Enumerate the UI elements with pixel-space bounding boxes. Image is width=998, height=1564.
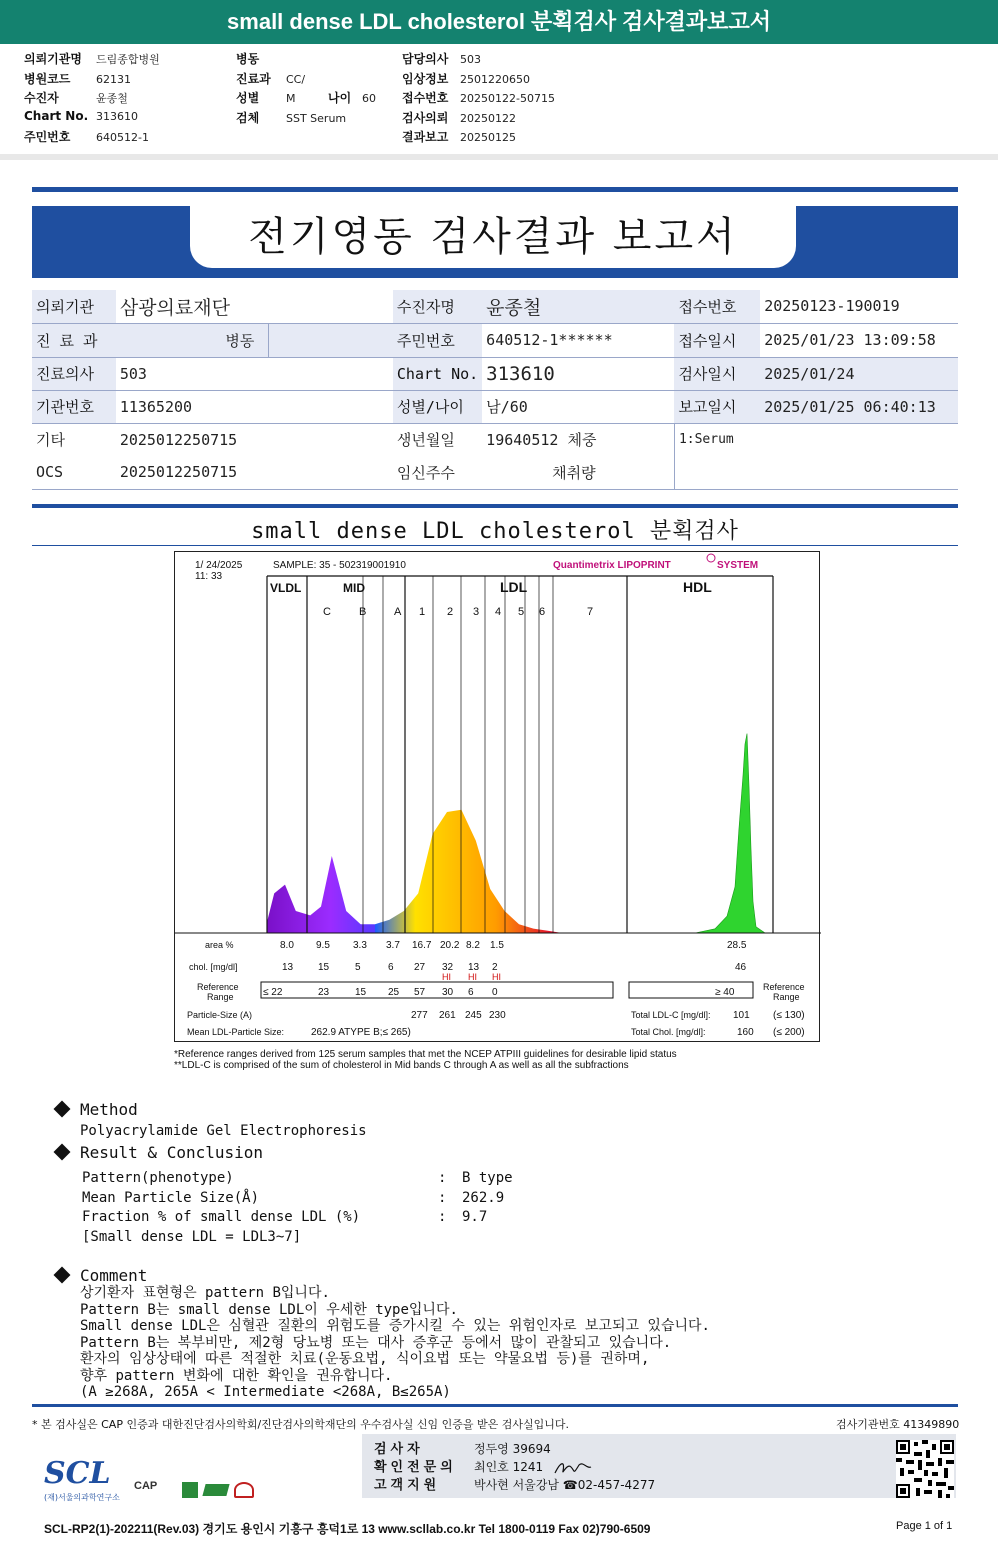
- label-request-date: 검사의뢰: [402, 110, 449, 125]
- value-receipt-no: 20250122-50715: [460, 92, 555, 105]
- info-key: 보고일시: [674, 390, 760, 423]
- result-section: [52, 1143, 263, 1162]
- value-specimen: SST Serum: [286, 111, 347, 125]
- ref-label-right: Reference: [763, 982, 805, 992]
- particle-value: 245: [465, 1010, 482, 1021]
- result-key: Mean Particle Size(Å): [82, 1190, 260, 1206]
- comment-line: Pattern B는 복부비만, 제2형 당뇨병 또는 대사 증후군 등에서 많이 관찰되고 있습니다.: [80, 1334, 672, 1351]
- result-note: [Small dense LDL = LDL3~7]: [82, 1229, 302, 1245]
- total-ldlc-label: Total LDL-C [mg/dl]:: [631, 1010, 711, 1020]
- frame-rule-top: [32, 187, 958, 192]
- info-key: 의뢰기관: [32, 290, 116, 323]
- section-rule: [32, 545, 958, 546]
- info-row: [32, 290, 958, 323]
- group-mid: MID: [343, 581, 365, 595]
- info-value: 11365200: [116, 390, 393, 423]
- request-header: [0, 44, 998, 158]
- info-key: Chart No.: [393, 357, 482, 390]
- value-sex: M: [286, 92, 296, 105]
- chart-time: 11: 33: [195, 571, 223, 582]
- chart-date: 1/ 24/2025: [195, 560, 243, 571]
- band-label: 5: [518, 606, 525, 618]
- info-key: 검사일시: [674, 357, 760, 390]
- area-value: 8.0: [280, 940, 294, 951]
- info-value: 병동: [116, 323, 269, 357]
- mean-label: Mean LDL-Particle Size:: [187, 1027, 285, 1037]
- info-value: 남/60: [482, 390, 674, 423]
- result-colon: :: [438, 1190, 447, 1206]
- ref-label: Range: [207, 992, 234, 1002]
- ref-box-hdl: [629, 982, 753, 998]
- value-chart-no: 313610: [96, 109, 138, 123]
- info-key: 성별/나이: [393, 390, 482, 423]
- ref-label: Reference: [197, 982, 239, 992]
- chol-value: 27: [414, 962, 426, 973]
- label-chart-no: Chart No.: [24, 108, 89, 123]
- lm-logo-icon: [182, 1482, 198, 1498]
- info-key: 진 료 과: [32, 323, 116, 357]
- info-row: [32, 323, 958, 357]
- chol-value: 32: [442, 962, 454, 973]
- logo-subtitle: (재)서울의과학연구소: [44, 1493, 120, 1502]
- band-label: 4: [495, 606, 502, 618]
- ref-value: 23: [318, 987, 330, 998]
- row-label-chol: chol. [mg/dl]: [189, 962, 238, 972]
- label-receipt-no: 접수번호: [402, 91, 449, 105]
- label-age: 나이: [328, 91, 352, 105]
- scl-logo: [44, 1456, 120, 1503]
- result-colon: :: [438, 1209, 447, 1225]
- report-title: 전기영동 검사결과 보고서: [190, 206, 796, 268]
- info-row: [32, 423, 958, 456]
- lipoprint-chart: [174, 551, 820, 1042]
- chol-value: 5: [355, 962, 361, 973]
- chart-brand-system: SYSTEM: [717, 560, 759, 571]
- label-sex: 성별: [236, 91, 260, 105]
- particle-value: 230: [489, 1010, 506, 1021]
- value-report-date: 20250125: [460, 131, 516, 144]
- info-value: 2025012250715: [116, 456, 393, 489]
- chart-texts: [187, 554, 805, 1038]
- info-value: 503: [116, 357, 393, 390]
- info-key: 생년월일: [393, 423, 482, 456]
- info-value: 2025/01/24: [760, 357, 958, 390]
- group-hdl: HDL: [683, 579, 712, 595]
- info-value: 19640512: [486, 431, 559, 450]
- band-label: 2: [447, 606, 454, 618]
- band-label: 1: [419, 606, 426, 618]
- info-key: 접수일시: [674, 323, 760, 357]
- value-doctor: 503: [460, 53, 481, 66]
- diamond-bullet-icon: [54, 1144, 71, 1161]
- total-chol-label: Total Chol. [mg/dl]:: [631, 1027, 706, 1037]
- tester-value: 정두영 39694: [474, 1442, 551, 1456]
- result-key: Fraction % of small dense LDL (%): [82, 1209, 361, 1225]
- comment-section: [52, 1266, 710, 1401]
- area-value: 20.2: [440, 940, 460, 951]
- label-specimen: 검체: [236, 110, 260, 125]
- info-value: 313610: [482, 357, 674, 390]
- page-number: Page 1 of 1: [896, 1520, 953, 1532]
- label-patient: 수진자: [24, 91, 59, 105]
- tester-label: 검사자: [374, 1442, 424, 1457]
- high-flag: HI: [442, 972, 451, 982]
- ref-value-hdl: ≥ 40: [715, 987, 735, 998]
- accreditation-disclaimer: * 본 검사실은 CAP 인증과 대한진단검사의학회/진단검사의학재단의 우수검사실 신임 인증을 받은 검사실입니다.: [32, 1418, 570, 1431]
- label-clinical-info: 임상정보: [402, 71, 449, 86]
- group-ldl: LDL: [500, 579, 528, 595]
- result-value: 9.7: [462, 1209, 488, 1225]
- total-ldlc-ref: (≤ 130): [773, 1010, 805, 1021]
- label-report-date: 결과보고: [402, 130, 449, 144]
- particle-value: 277: [411, 1010, 428, 1021]
- value-request-date: 20250122: [460, 111, 516, 125]
- info-row: [32, 357, 958, 390]
- comment-line: Small dense LDL은 심혈관 질환의 위험도를 증가시킬 수 있는 위험인자로 보고되고 있습니다.: [80, 1318, 710, 1334]
- comment-line: (A ≥268A, 265A < Intermediate <268A, B≤265A): [80, 1384, 451, 1400]
- comment-heading: Comment: [80, 1266, 148, 1285]
- area-value: 9.5: [316, 940, 330, 951]
- info-key: 접수번호: [674, 290, 760, 323]
- high-flag: HI: [492, 972, 501, 982]
- result-colon: :: [438, 1170, 447, 1186]
- method-text: Polyacrylamide Gel Electrophoresis: [80, 1123, 367, 1139]
- confirm-label: 확인전문의: [374, 1460, 457, 1475]
- info-value: 640512-1******: [482, 323, 674, 357]
- info-key: 임신주수: [393, 456, 482, 489]
- footnote-line-2: **LDL-C is comprised of the sum of cholesterol in Mid bands C through A as well as all the subfractions: [174, 1060, 629, 1071]
- chol-value-hdl: 46: [735, 962, 747, 973]
- info-value: 2025012250715: [116, 423, 393, 456]
- comment-line: 상기환자 표현형은 pattern B입니다.: [80, 1285, 330, 1301]
- label-hospital-code: 병원코드: [24, 71, 71, 86]
- band-label: A: [394, 606, 402, 618]
- qr-code-icon: [896, 1440, 954, 1498]
- section-title: small dense LDL cholesterol 분획검사: [251, 519, 739, 544]
- result-key: Pattern(phenotype): [82, 1170, 234, 1186]
- info-value: 삼광의료재단: [116, 290, 393, 323]
- info-key: 진료의사: [32, 357, 116, 390]
- logo-text: SCL: [44, 1456, 111, 1491]
- frame-rule-mid: [32, 504, 958, 508]
- hdl-area: [695, 734, 765, 934]
- value-patient: 윤종철: [96, 92, 128, 105]
- header-col-3: [402, 50, 555, 148]
- band-label: 6: [539, 606, 546, 618]
- info-specimen-note: 1:Serum: [674, 423, 958, 489]
- accreditation-logos: [182, 1480, 258, 1500]
- ref-value: 57: [414, 987, 426, 998]
- particle-label: Particle-Size (A): [187, 1010, 253, 1020]
- band-label: 3: [473, 606, 480, 618]
- chol-value: 13: [468, 962, 480, 973]
- confirm-value: 최인호 1241: [474, 1460, 544, 1474]
- high-flag: HI: [468, 972, 477, 982]
- chol-value: 2: [492, 962, 498, 973]
- frame-rule-bottom: [32, 1404, 958, 1407]
- ref-value: 0: [492, 987, 498, 998]
- method-heading: Method: [80, 1100, 138, 1119]
- ref-value: 30: [442, 987, 454, 998]
- row-label-area: area %: [205, 940, 234, 950]
- info-row: [32, 390, 958, 423]
- kslm-logo-icon: [234, 1482, 254, 1498]
- info-key: 수진자명: [393, 290, 482, 323]
- label-doctor: 담당의사: [402, 52, 449, 66]
- ref-box-ldl: [261, 982, 613, 998]
- info-value: 2025/01/25 06:40:13: [760, 390, 958, 423]
- info-weight-label: 체중: [567, 431, 597, 450]
- area-value: 3.7: [386, 940, 400, 951]
- value-clinical-info: 2501220650: [460, 72, 530, 86]
- header-shadow: [0, 154, 998, 160]
- footnote-line-1: *Reference ranges derived from 125 serum samples that met the NCEP ATPIII guidelines for desirable lipid status: [174, 1049, 677, 1060]
- institution-number: 검사기관번호 41349890: [836, 1418, 960, 1431]
- ref-label-right: Range: [773, 992, 800, 1002]
- eqa-logo-icon: [202, 1484, 229, 1496]
- total-chol-value: 160: [737, 1027, 754, 1038]
- value-hospital-code: 62131: [96, 72, 131, 86]
- label-hospital: 의뢰기관명: [24, 52, 82, 66]
- info-key: 주민번호: [393, 323, 482, 357]
- area-value: 16.7: [412, 940, 432, 951]
- chart-brand: Quantimetrix LIPOPRINT: [553, 560, 671, 571]
- header-col-1: [24, 50, 160, 148]
- group-vldl: VLDL: [270, 581, 302, 595]
- chart-footnote: [174, 1049, 677, 1071]
- band-label: 7: [587, 606, 594, 618]
- info-value: 2025/01/23 13:09:58: [760, 323, 958, 357]
- comment-line: 환자의 임상상태에 따른 적절한 치료(운동요법, 식이요법 또는 약물요법 등)를 권하며,: [80, 1351, 650, 1367]
- mean-value: 262.9 ATYPE B;≤ 265): [311, 1027, 411, 1038]
- method-section: [52, 1100, 367, 1140]
- ref-value: ≤ 22: [263, 987, 283, 998]
- total-ldlc-value: 101: [733, 1010, 750, 1021]
- area-value: 3.3: [353, 940, 367, 951]
- label-department: 진료과: [236, 71, 271, 86]
- support-value: 박사현 서울강남 ☎02-457-4277: [474, 1478, 656, 1492]
- report-banner-title: small dense LDL cholesterol 분획검사 검사결과보고서: [0, 0, 998, 44]
- area-value: 1.5: [490, 940, 504, 951]
- band-label: C: [323, 606, 331, 618]
- ldl-area: [375, 810, 627, 933]
- label-ward: 병동: [236, 52, 260, 66]
- support-label: 고객지원: [374, 1478, 441, 1493]
- chol-value: 13: [282, 962, 294, 973]
- cap-logo: CAP: [134, 1480, 158, 1492]
- info-value: 채취량: [482, 456, 674, 489]
- result-value: 262.9: [462, 1190, 505, 1206]
- ref-value: 6: [468, 987, 474, 998]
- label-rrn: 주민번호: [24, 130, 71, 144]
- vldl-mid-area: [267, 856, 383, 933]
- value-rrn: 640512-1: [96, 131, 149, 144]
- info-key: OCS: [32, 456, 116, 489]
- chol-value: 6: [388, 962, 394, 973]
- ref-value: 15: [355, 987, 367, 998]
- header-col-2: [236, 50, 376, 128]
- info-key: 기타: [32, 423, 116, 456]
- area-value: 8.2: [466, 940, 480, 951]
- lipoprint-svg: [175, 552, 821, 1043]
- value-hospital: 드림종합병원: [96, 53, 160, 66]
- band-label: B: [359, 606, 367, 618]
- info-key: 기관번호: [32, 390, 116, 423]
- info-value: 20250123-190019: [760, 290, 958, 323]
- comment-line: Pattern B는 small dense LDL이 우세한 type입니다.: [80, 1301, 458, 1318]
- diamond-bullet-icon: [54, 1101, 71, 1118]
- chol-value: 15: [318, 962, 330, 973]
- ref-value: 25: [388, 987, 400, 998]
- info-value: 윤종철: [482, 290, 674, 323]
- particle-value: 261: [439, 1010, 456, 1021]
- result-heading: Result & Conclusion: [80, 1143, 264, 1162]
- comment-line: 향후 pattern 변화에 대한 확인을 권유합니다.: [80, 1367, 393, 1384]
- profile-areas: [267, 734, 765, 934]
- total-chol-ref: (≤ 200): [773, 1027, 805, 1038]
- band-dividers: [175, 576, 821, 998]
- patient-info-table: [32, 290, 958, 490]
- result-value: B type: [462, 1170, 513, 1186]
- registered-mark-icon: [707, 554, 715, 562]
- chart-sample: SAMPLE: 35 - 502319001910: [273, 560, 406, 571]
- diamond-bullet-icon: [54, 1267, 71, 1284]
- value-department: CC/: [286, 72, 306, 86]
- value-age: 60: [362, 92, 376, 105]
- footer-address: SCL-RP2(1)-202211(Rev.03) 경기도 용인시 기흥구 흥덕1로 13 www.scllab.co.kr Tel 1800-0119 Fax 02)790-6509: [44, 1522, 651, 1536]
- area-value-hdl: 28.5: [727, 940, 747, 951]
